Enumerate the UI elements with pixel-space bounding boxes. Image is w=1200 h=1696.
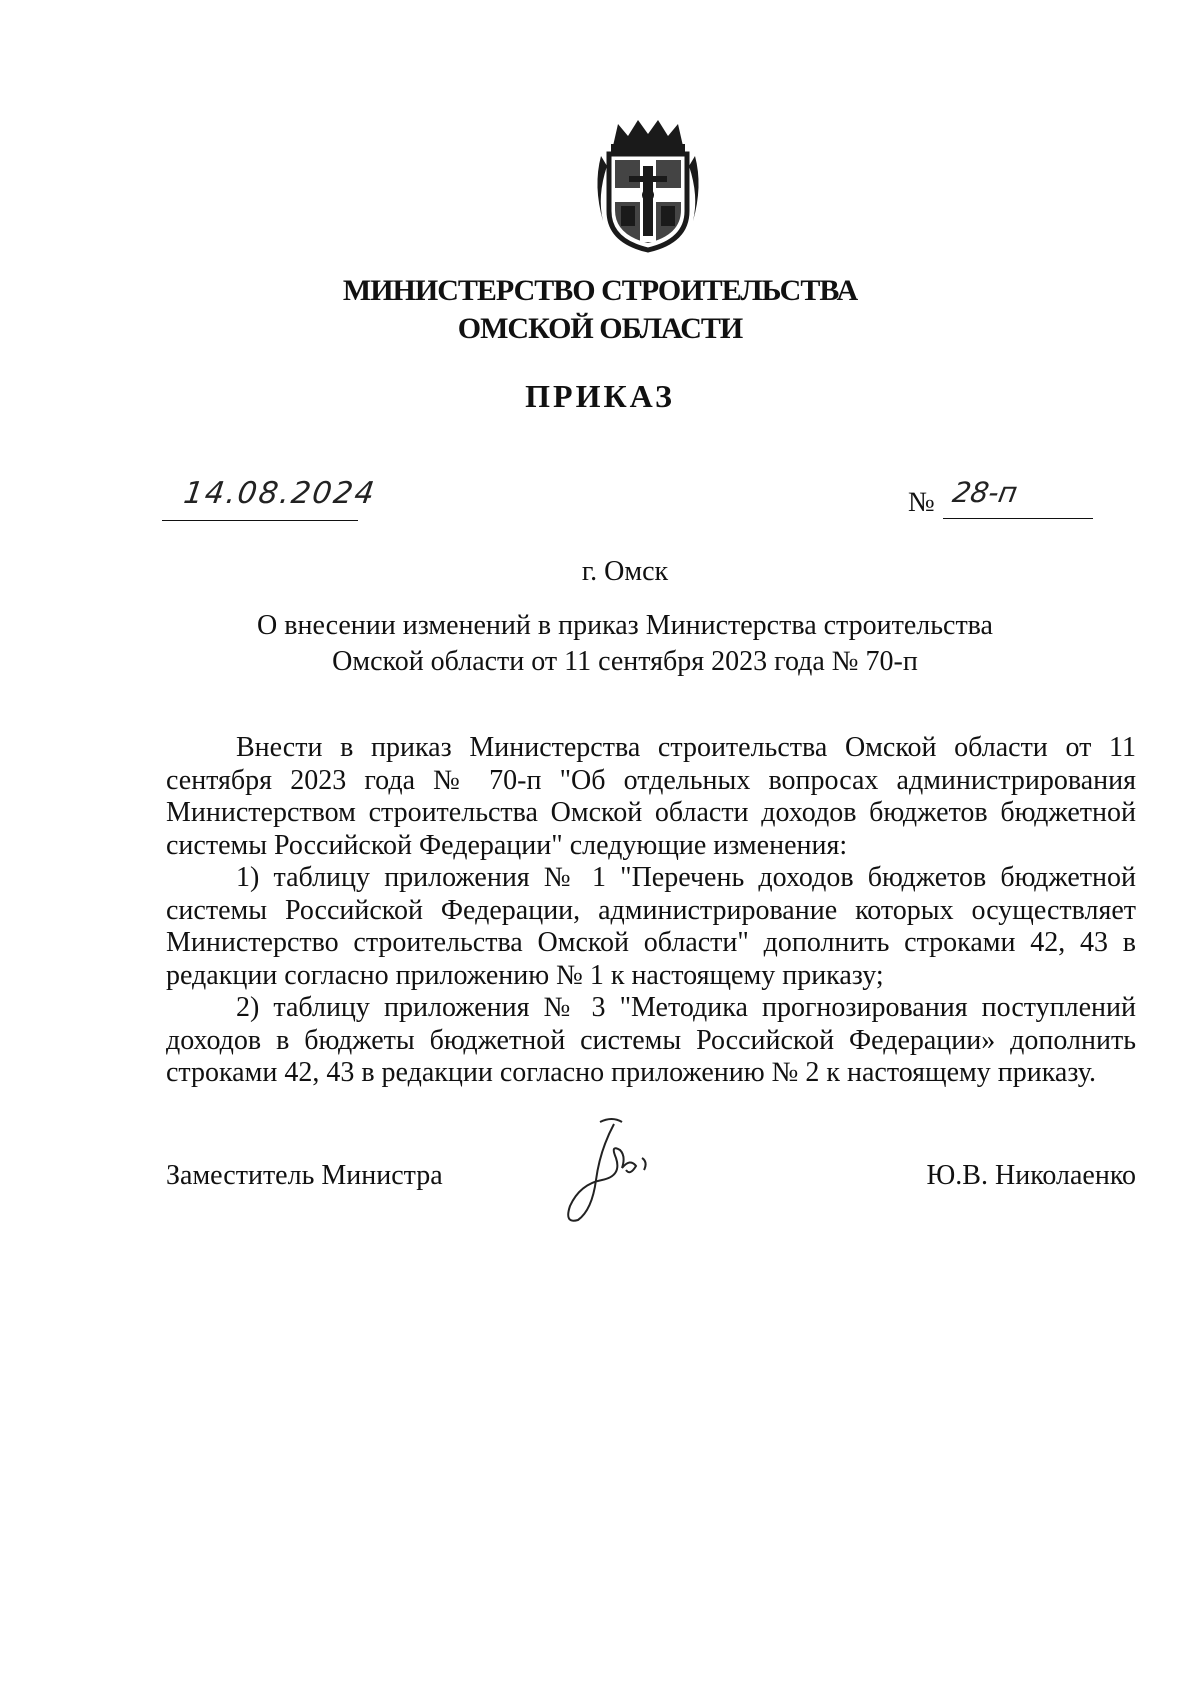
number-field (908, 478, 1093, 519)
body-paragraph-3: 2) таблицу приложения № 3 "Методика прогнозирования поступлений доходов в бюджеты бюджетной системы Российской Федерации» дополнить строками 42, 43 в редакции согласно приложению № 2 к настоящему приказу. (166, 992, 1136, 1088)
subject-line1: О внесении изменений в приказ Министерства строительства (257, 610, 993, 641)
organization-name-line2: ОМСКОЙ ОБЛАСТИ (457, 312, 743, 345)
date-field (162, 476, 379, 521)
signer-position: Заместитель Министра (166, 1160, 443, 1191)
number-sign: № (908, 487, 935, 518)
signer-name: Ю.В. Николаенко (926, 1160, 1136, 1191)
document-type: ПРИКАЗ (525, 378, 675, 414)
handwritten-number: 28-п (949, 476, 1020, 509)
number-line (943, 478, 1093, 519)
omsk-coat-of-arms-icon (593, 116, 703, 254)
handwritten-date: 14.08.2024 (181, 476, 379, 511)
body-paragraph-2: 1) таблицу приложения № 1 "Перечень доходов бюджетов бюджетной системы Российской Федерации, администрирование которых осуществляет Министерство строительства Омской области" дополнить строками 42, 43 в редакции согласно приложению № 1 к настоящему приказу; (166, 862, 1136, 991)
handwritten-signature-icon (550, 1110, 670, 1230)
document-body (166, 732, 1136, 1090)
city: г. Омск (581, 556, 669, 587)
organization-name (0, 272, 1200, 348)
subject-line2: Омской области от 11 сентября 2023 года № 70-п (332, 646, 918, 677)
body-paragraph-1: Внести в приказ Министерства строительства Омской области от 11 сентября 2023 года № 70-п "Об отдельных вопросах администрирования Министерством строительства Омской области доходов бюджетов бюджетной системы Российской Федерации" следующие изменения: (166, 732, 1136, 861)
organization-name-line1: МИНИСТЕРСТВО СТРОИТЕЛЬСТВА (342, 274, 858, 307)
document-subject (0, 608, 1200, 680)
